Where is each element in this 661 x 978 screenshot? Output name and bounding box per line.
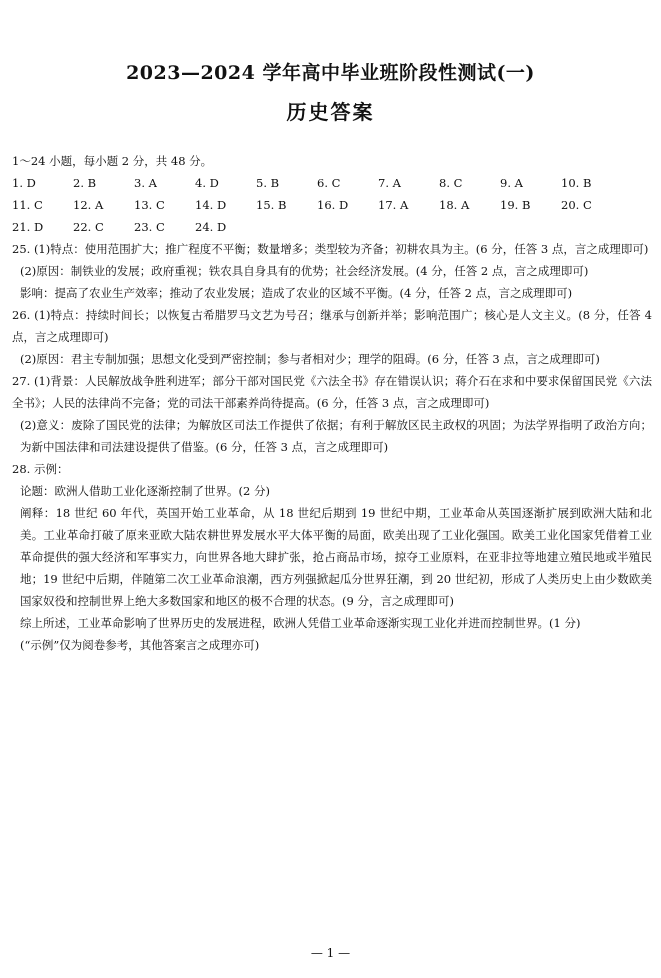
- page-title: 2023—2024 学年高中毕业班阶段性测试(一): [126, 62, 535, 84]
- q28-label: 28. 示例：: [12, 462, 69, 476]
- q25-part3: 影响：提高了农业生产效率；推动了农业发展；造成了农业的区域不平衡。(4 分，任答 2 点，言之成理即可): [20, 286, 573, 300]
- q25-part2: (2)原因：制铁业的发展；政府重视；铁农具自身具有的优势；社会经济发展。(4 分，任答 2 点，言之成理即可): [20, 264, 589, 278]
- mc-answer-grid: [12, 172, 652, 238]
- q28-thesis: 论题：欧洲人借助工业化逐渐控制了世界。(2 分): [20, 484, 270, 498]
- q26-part2: (2)原因：君主专制加强；思想文化受到严密控制；参与者相对少；理学的阻碍。(6 分，任答 3 点，言之成理即可): [20, 352, 600, 366]
- mc-answer: 11. C: [12, 198, 43, 212]
- mc-answer: 21. D: [12, 220, 44, 234]
- mc-answer: 1. D: [12, 176, 36, 190]
- mc-answer: 17. A: [378, 198, 409, 212]
- q27-part1: 27. (1)背景：人民解放战争胜利进军；部分干部对国民党《六法全书》存在错误认识；蒋介石在求和中要求保留国民党《六法全书》；人民的法律尚不完备；党的司法干部素养尚待提高。(6 分，任答 3 点，言之成理即可): [12, 374, 652, 410]
- mc-answer: 22. C: [73, 220, 104, 234]
- mc-answer: 2. B: [73, 176, 97, 190]
- mc-answer: 8. C: [439, 176, 463, 190]
- mc-answer: 18. A: [439, 198, 470, 212]
- q28-conclusion: 综上所述，工业革命影响了世界历史的发展进程，欧洲人凭借工业革命逐渐实现工业化并进而控制世界。(1 分): [20, 616, 581, 630]
- mc-answer: 3. A: [134, 176, 157, 190]
- page-subtitle: 历史答案: [286, 100, 375, 124]
- page-number: — 1 —: [310, 946, 351, 960]
- mc-answer: 19. B: [500, 198, 531, 212]
- mc-answer: 7. A: [378, 176, 401, 190]
- q27-part2: (2)意义：废除了国民党的法律；为解放区司法工作提供了依据；有利于解放区民主政权的巩固；为法学界指明了政治方向；为新中国法律和司法建设提供了借鉴。(6 分，任答 3 点，言之成理即可): [20, 418, 652, 454]
- mc-answer: 16. D: [317, 198, 349, 212]
- mc-answer: 20. C: [561, 198, 592, 212]
- q28-note: (“示例”仅为阅卷参考，其他答案言之成理亦可): [20, 638, 260, 652]
- q28-argument: 阐释：18 世纪 60 年代，英国开始工业革命，从 18 世纪后期到 19 世纪中期，工业革命从英国逐渐扩展到欧洲大陆和北美。工业革命打破了原来亚欧大陆农耕世界发展水平大体平衡的局面，欧美出现了工业化强国。欧美工业化国家凭借着工业革命提供的强大经济和军事实力，向世界各地大肆扩张，抢占商品市场，掠夺工业原料，在亚非拉等地建立殖民地或半殖民地；19 世纪中后期，伴随第二次工业革命浪潮，西方列强掀起瓜分世界狂潮，到 20 世纪初，形成了人类历史上由少数欧美国家奴役和控制世界上绝大多数国家和地区的极不合理的状态。(9 分，言之成理即可): [20, 506, 652, 608]
- q25-part1: 25. (1)特点：使用范围扩大；推广程度不平衡；数量增多；类型较为齐备；初耕农具为主。(6 分，任答 3 点，言之成理即可): [12, 242, 649, 256]
- mc-answer: 13. C: [134, 198, 165, 212]
- mc-answer: 15. B: [256, 198, 287, 212]
- mc-answer: 4. D: [195, 176, 219, 190]
- mc-answer: 24. D: [195, 220, 227, 234]
- answer-content: [12, 150, 652, 656]
- mc-answer: 14. D: [195, 198, 227, 212]
- mc-answer: 5. B: [256, 176, 280, 190]
- mc-answer: 6. C: [317, 176, 341, 190]
- mc-answer: 12. A: [73, 198, 104, 212]
- mc-answer: 9. A: [500, 176, 523, 190]
- q26-part1: 26. (1)特点：持续时间长；以恢复古希腊罗马文艺为号召；继承与创新并举；影响范围广；核心是人文主义。(8 分，任答 4 点，言之成理即可): [12, 308, 652, 344]
- mc-answer: 10. B: [561, 176, 592, 190]
- mc-intro: 1～24 小题，每小题 2 分，共 48 分。: [12, 154, 213, 168]
- mc-answer: 23. C: [134, 220, 165, 234]
